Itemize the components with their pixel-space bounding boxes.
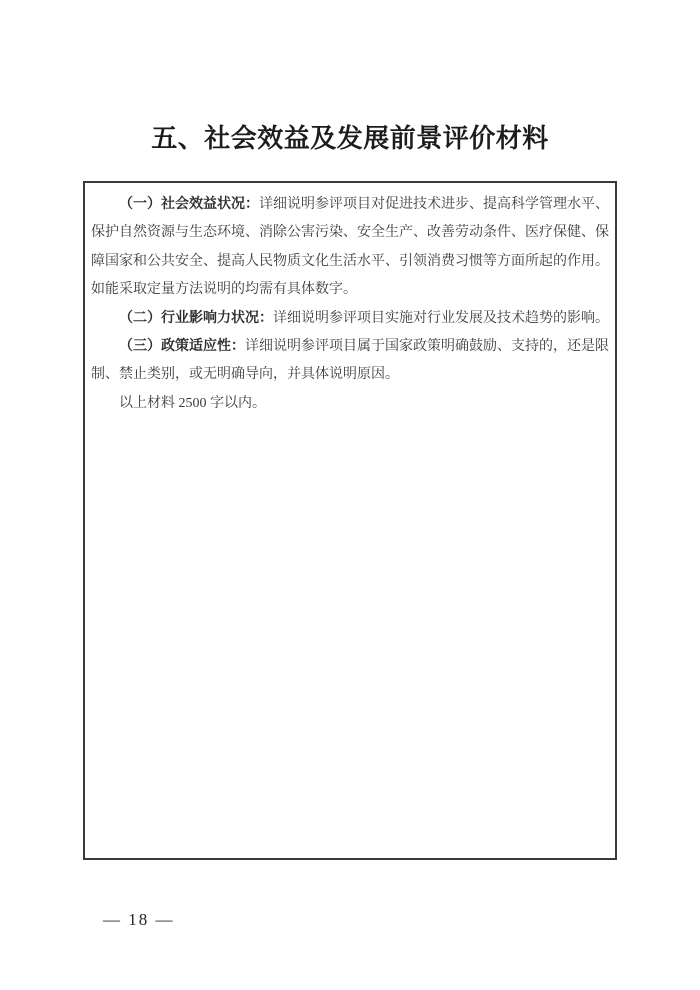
paragraph-industry-influence-label: （二）行业影响力状况： bbox=[119, 310, 273, 326]
paragraph-industry-influence bbox=[91, 305, 609, 333]
paragraph-policy-suitability-label: （三）政策适应性： bbox=[119, 339, 245, 355]
word-limit-note-text: 以上材料 2500 字以内。 bbox=[119, 395, 266, 411]
paragraph-social-benefit bbox=[91, 191, 609, 305]
paragraph-social-benefit-text: 详细说明参评项目对促进技术进步、提高科学管理水平、保护自然资源与生态环境、消除公害污染、安全生产、改善劳动条件、医疗保健、保障国家和公共安全、提高人民物质文化生活水平、引领消费习惯等方面所起的作用。如能采取定量方法说明的均需有具体数字。 bbox=[91, 197, 609, 298]
paragraph-social-benefit-label: （一）社会效益状况： bbox=[119, 197, 259, 212]
page-title: 五、社会效益及发展前景评价材料 bbox=[151, 124, 549, 153]
paragraph-industry-influence-text: 详细说明参评项目实施对行业发展及技术趋势的影响。 bbox=[273, 310, 609, 326]
page-number: — 18 — bbox=[103, 910, 175, 929]
word-limit-note bbox=[91, 390, 609, 418]
paragraph-policy-suitability-text: 详细说明参评项目属于国家政策明确鼓励、支持的，还是限制、禁止类别，或无明确导向，并具体说明原因。 bbox=[91, 339, 609, 383]
paragraph-policy-suitability bbox=[91, 333, 609, 390]
content-box bbox=[83, 181, 617, 860]
